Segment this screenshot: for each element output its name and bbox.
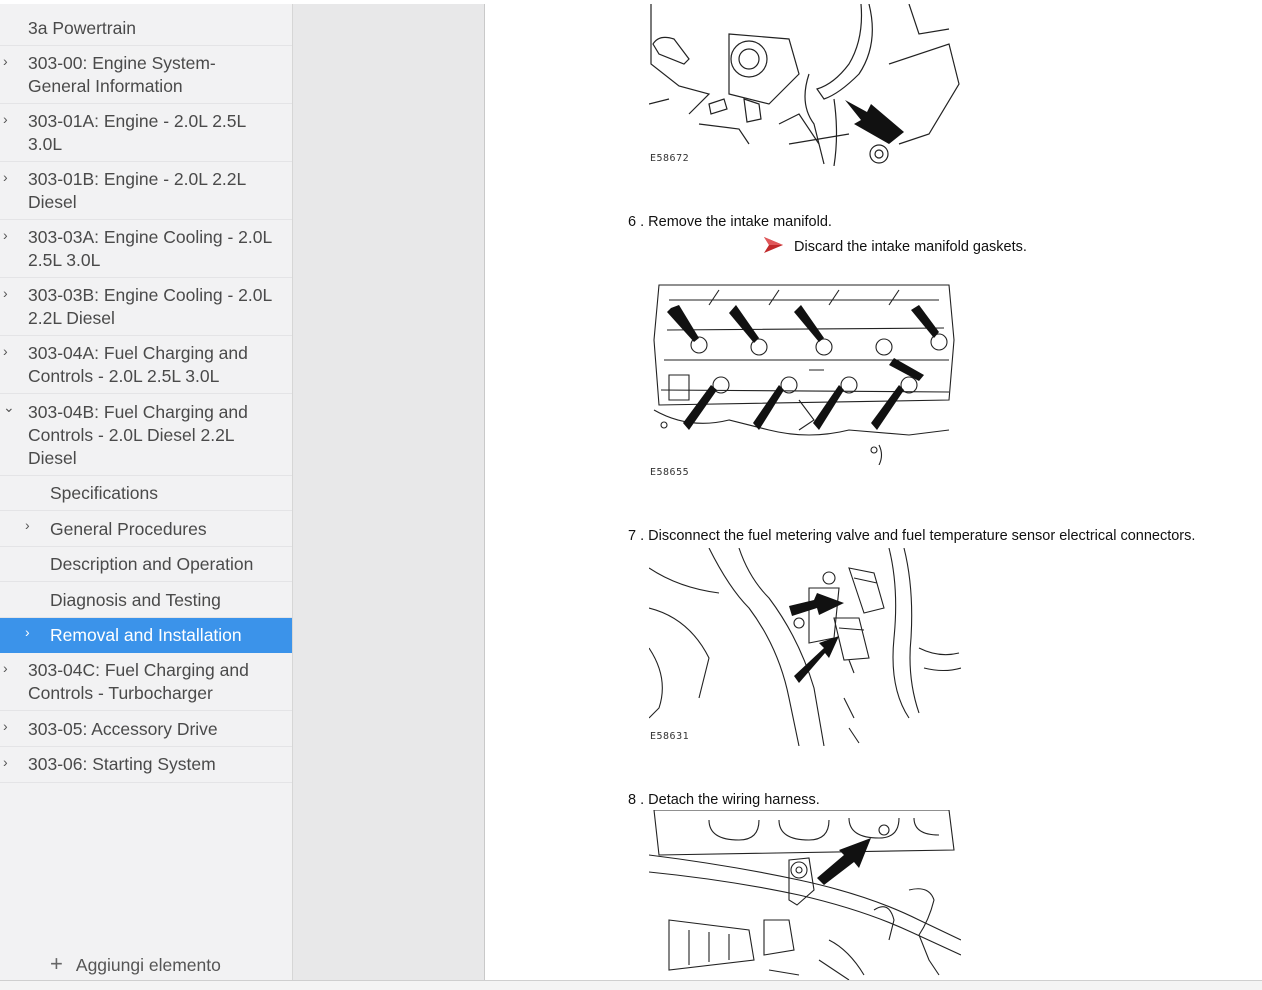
sidebar-item-label: 303-03B: Engine Cooling - 2.0L 2.2L Diesel <box>28 285 272 328</box>
add-item-label: Aggiungi elemento <box>75 955 221 975</box>
chevron-right-icon[interactable]: › <box>3 343 8 359</box>
chevron-down-icon[interactable]: ⌄ <box>3 399 15 415</box>
step-number: 6 . <box>628 214 645 230</box>
chevron-right-icon[interactable]: › <box>25 517 30 533</box>
step-6 <box>628 213 832 231</box>
chevron-right-icon[interactable]: › <box>3 660 8 676</box>
plus-icon: + <box>50 951 63 976</box>
middle-pane <box>293 4 485 980</box>
figure-code: E58672 <box>650 153 690 164</box>
sidebar-item-general-procedures[interactable] <box>0 511 292 547</box>
sidebar-item-303-01b[interactable] <box>0 162 292 220</box>
sidebar-item-diagnosis-and-testing[interactable] <box>0 582 292 618</box>
figure-wiring-harness <box>649 810 961 980</box>
sidebar-item-label: 303-00: Engine System- General Information <box>28 53 216 96</box>
sidebar-header-label: 3a Powertrain <box>28 18 136 38</box>
sidebar-item-303-03a[interactable] <box>0 220 292 278</box>
chevron-right-icon[interactable]: › <box>3 754 8 770</box>
sidebar-item-label: Diagnosis and Testing <box>50 590 221 610</box>
sidebar-item-303-04a[interactable] <box>0 336 292 394</box>
sidebar-item-303-04c[interactable] <box>0 653 292 711</box>
sidebar-item-label: 303-04C: Fuel Charging and Controls - Turbocharger <box>28 660 249 703</box>
step-text: Detach the wiring harness. <box>648 792 820 808</box>
step-7 <box>628 527 1195 545</box>
sidebar <box>0 0 293 990</box>
window-bottom-edge <box>0 980 1262 990</box>
sidebar-item-label: 303-05: Accessory Drive <box>28 719 218 739</box>
step-number: 7 . <box>628 528 645 544</box>
sidebar-header[interactable] <box>0 4 292 46</box>
sidebar-item-label: Description and Operation <box>50 554 254 574</box>
step-number: 8 . <box>628 792 645 808</box>
sidebar-item-label: General Procedures <box>50 519 207 539</box>
chevron-right-icon[interactable]: › <box>3 718 8 734</box>
sidebar-item-303-04b[interactable] <box>0 394 292 476</box>
sidebar-item-303-06[interactable] <box>0 747 292 783</box>
chevron-right-icon[interactable]: › <box>3 111 8 127</box>
sidebar-item-303-00[interactable] <box>0 46 292 104</box>
sidebar-item-303-01a[interactable] <box>0 104 292 162</box>
chevron-right-icon[interactable]: › <box>3 227 8 243</box>
figure-e58672 <box>649 4 961 166</box>
document-content <box>486 0 1262 980</box>
figure-e58631 <box>649 548 961 746</box>
sidebar-item-label: 303-01B: Engine - 2.0L 2.2L Diesel <box>28 169 246 212</box>
sidebar-item-label: 303-04B: Fuel Charging and Controls - 2.0L Diesel 2.2L Diesel <box>28 402 248 468</box>
sidebar-item-303-03b[interactable] <box>0 278 292 336</box>
sidebar-item-label: 303-03A: Engine Cooling - 2.0L 2.5L 3.0L <box>28 227 272 270</box>
sidebar-item-label: 303-06: Starting System <box>28 754 216 774</box>
step-text: Remove the intake manifold. <box>648 214 832 230</box>
step-text: Disconnect the fuel metering valve and fuel temperature sensor electrical connectors. <box>648 528 1196 544</box>
red-arrow-icon <box>763 236 785 254</box>
add-item-button[interactable] <box>50 952 221 976</box>
sidebar-item-303-05[interactable] <box>0 711 292 747</box>
sidebar-item-label: 303-04A: Fuel Charging and Controls - 2.0L 2.5L 3.0L <box>28 343 248 386</box>
sidebar-item-label: 303-01A: Engine - 2.0L 2.5L 3.0L <box>28 111 246 154</box>
step-8 <box>628 791 820 809</box>
figure-code: E58631 <box>650 731 690 742</box>
note-text: Discard the intake manifold gaskets. <box>794 239 1027 255</box>
chevron-right-icon[interactable]: › <box>3 169 8 185</box>
figure-e58655 <box>649 280 961 465</box>
sidebar-item-specifications[interactable] <box>0 476 292 511</box>
sidebar-item-description-and-operation[interactable] <box>0 547 292 582</box>
sidebar-item-label: Specifications <box>50 483 158 503</box>
chevron-right-icon[interactable]: › <box>3 285 8 301</box>
sidebar-item-label: Removal and Installation <box>50 625 242 645</box>
sidebar-item-removal-and-installation[interactable] <box>0 618 292 653</box>
chevron-right-icon[interactable]: › <box>25 624 30 640</box>
chevron-right-icon[interactable]: › <box>3 53 8 69</box>
figure-code: E58655 <box>650 467 690 478</box>
